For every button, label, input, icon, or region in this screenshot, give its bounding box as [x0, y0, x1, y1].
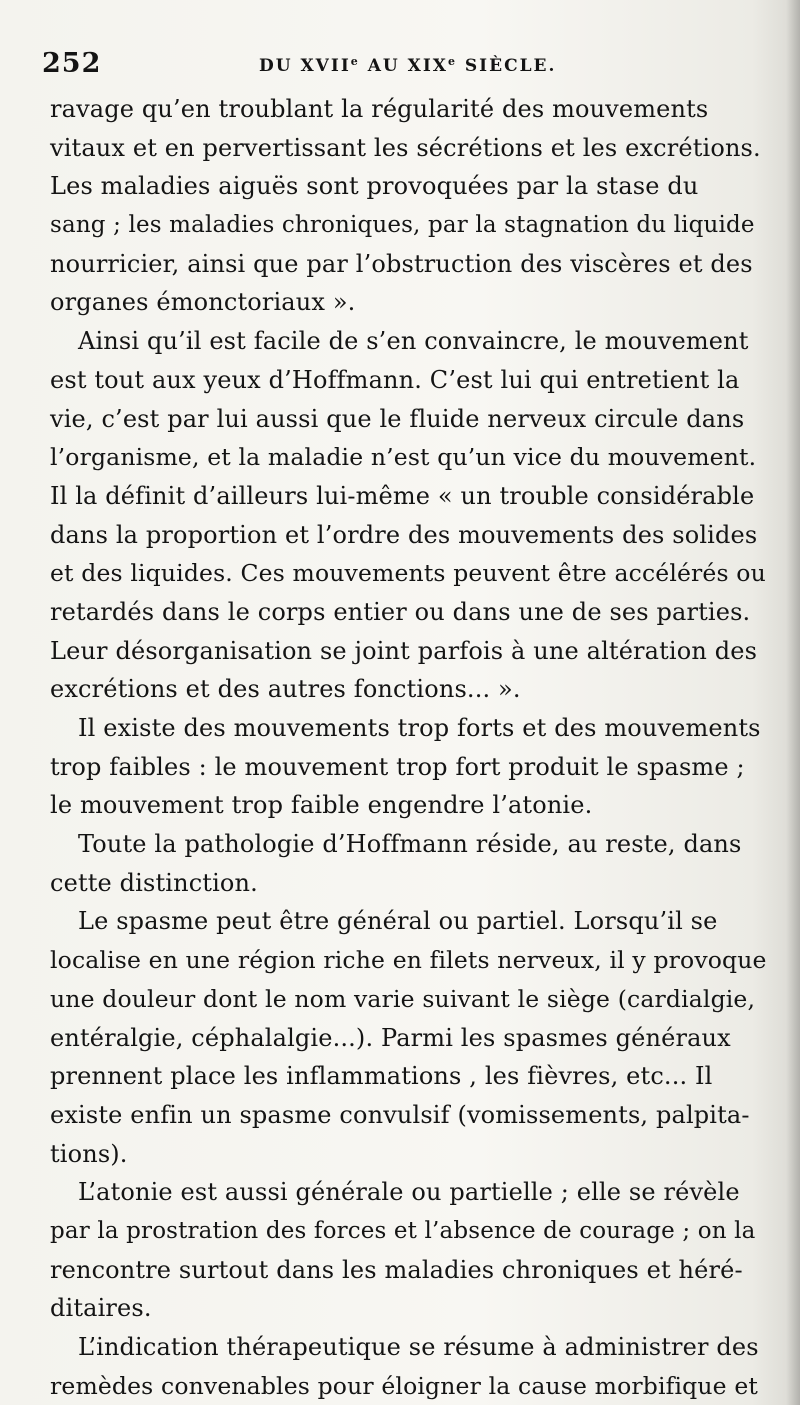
text-line: prennent place les inflammations , les fièvres, etc... Il [50, 1062, 713, 1091]
paragraph-first-line: L’atonie est aussi générale ou partielle ; elle se révèle [78, 1178, 740, 1207]
text-line: Il la définit d’ailleurs lui-même « un trouble considérable [50, 481, 755, 510]
paragraph-first-line: Le spasme peut être général ou partiel. Lorsqu’il se [78, 907, 718, 936]
superscript: e [447, 55, 457, 68]
running-title-part: SIÈCLE. [456, 56, 557, 76]
text-line: entéralgie, céphalalgie...). Parmi les spasmes généraux [50, 1023, 731, 1052]
text-line: le mouvement trop faible engendre l’atonie. [50, 791, 593, 820]
page-number: 252 [42, 48, 102, 79]
paragraph-first-line: Ainsi qu’il est facile de s’en convaincre, le mouvement [78, 327, 749, 356]
text-line: dans la proportion et l’ordre des mouvements des solides [50, 520, 758, 549]
text-line: ravage qu’en troublant la régularité des mouvements [50, 95, 709, 123]
running-title [259, 55, 556, 76]
text-line: retardés dans le corps entier ou dans une de ses parties. [50, 597, 751, 626]
text-line: et des liquides. Ces mouvements peuvent être accélérés ou [50, 559, 766, 588]
text-line: vie, c’est par lui aussi que le fluide nerveux circule dans [50, 404, 745, 433]
superscript: e [350, 55, 360, 68]
text-line: par la prostration des forces et l’absence de courage ; on la [50, 1217, 756, 1244]
text-line: sang ; les maladies chroniques, par la stagnation du liquide [50, 212, 755, 239]
running-title-part: DU XVII [259, 56, 351, 76]
paragraph-first-line: L’indication thérapeutique se résume à administrer des [78, 1333, 759, 1361]
text-line: existe enfin un spasme convulsif (vomissements, palpita- [50, 1100, 750, 1129]
running-title-part: AU XIX [359, 56, 448, 76]
paragraph-first-line: Il existe des mouvements trop forts et des mouvements [78, 714, 761, 742]
text-line: ditaires. [50, 1294, 152, 1323]
text-line: vitaux et en pervertissant les sécrétions et les excrétions. [50, 133, 761, 162]
page-edge-shadow [786, 0, 800, 1405]
text-line: nourricier, ainsi que par l’obstruction des viscères et des [50, 249, 753, 278]
text-line: rencontre surtout dans les maladies chroniques et héré- [50, 1255, 743, 1284]
text-line: remèdes convenables pour éloigner la cause morbifique et [50, 1371, 758, 1400]
text-line: tions). [50, 1139, 128, 1168]
body-text [50, 90, 768, 1405]
text-line: trop faibles : le mouvement trop fort produit le spasme ; [50, 752, 745, 781]
text-line: est tout aux yeux d’Hoffmann. C’est lui qui entretient la [50, 365, 740, 394]
paragraph-first-line: Toute la pathologie d’Hoffmann réside, au reste, dans [78, 830, 742, 859]
text-line: cette distinction. [50, 868, 258, 897]
text-line: Leur désorganisation se joint parfois à une altération des [50, 636, 758, 665]
text-line: organes émonctoriaux ». [50, 288, 356, 317]
text-line: une douleur dont le nom varie suivant le siège (cardialgie, [50, 984, 756, 1013]
text-line: l’organisme, et la maladie n’est qu’un vice du mouvement. [50, 443, 757, 472]
text-line: Les maladies aiguës sont provoquées par la stase du [50, 172, 699, 201]
text-line: excrétions et des autres fonctions... ». [50, 675, 521, 704]
text-line: localise en une région riche en filets nerveux, il y provoque [50, 946, 767, 975]
running-header [42, 48, 762, 84]
